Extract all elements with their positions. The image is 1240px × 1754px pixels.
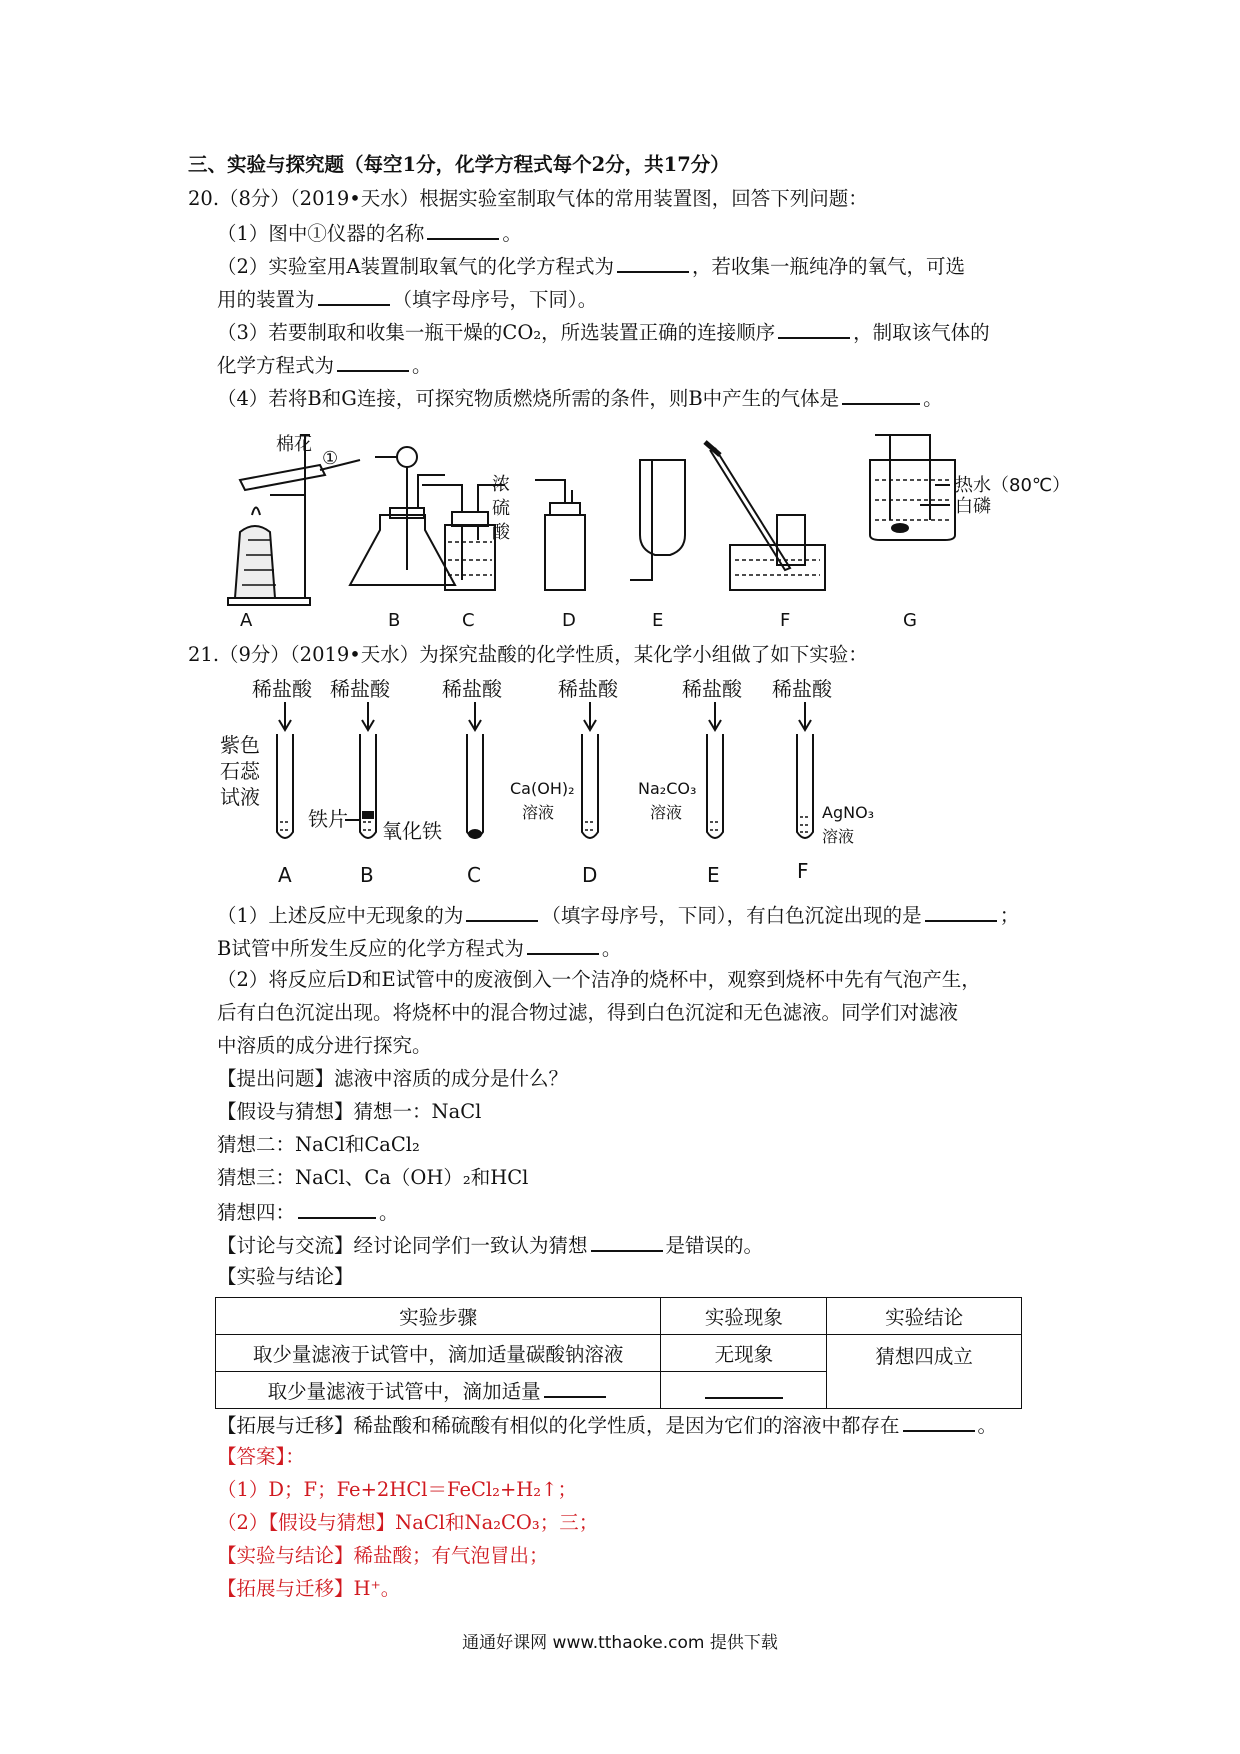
agno3-solution-label: 溶液 bbox=[822, 827, 855, 846]
q21-guess2: 猜想二：NaCl和CaCl₂ bbox=[217, 1133, 420, 1156]
table-header: 实验结论 bbox=[827, 1298, 1022, 1335]
q20-part2: （2）实验室用A装置制取氧气的化学方程式为 ，若收集一瓶纯净的氧气，可选 bbox=[217, 251, 965, 281]
q20-part3: （3）若要制取和收集一瓶干燥的CO₂，所选装置正确的连接顺序 ，制取该气体的 bbox=[217, 317, 990, 347]
table-cell: 无现象 bbox=[661, 1335, 827, 1372]
agno3-label: AgNO₃ bbox=[822, 803, 875, 822]
na2co3-label: Na₂CO₃ bbox=[638, 779, 697, 798]
q21-discuss: 【讨论与交流】经讨论同学们一致认为猜想 是错误的。 bbox=[217, 1230, 763, 1260]
q21-extend: 【拓展与迁移】稀盐酸和稀硫酸有相似的化学性质，是因为它们的溶液中都存在 。 bbox=[217, 1410, 997, 1440]
answer-title: 【答案】： bbox=[217, 1445, 305, 1468]
label-B: B bbox=[388, 610, 401, 630]
acid-label-D: 稀盐酸 bbox=[558, 677, 618, 701]
answer-blank[interactable] bbox=[925, 900, 997, 922]
tube-label-F: F bbox=[797, 859, 809, 883]
q21-guess1: 【假设与猜想】猜想一：NaCl bbox=[217, 1100, 482, 1123]
table-header: 实验现象 bbox=[661, 1298, 827, 1335]
answer-blank[interactable] bbox=[842, 383, 920, 405]
label-E: E bbox=[652, 610, 664, 630]
label-C: C bbox=[462, 610, 475, 630]
table-cell bbox=[661, 1372, 827, 1409]
acid-label-C: 稀盐酸 bbox=[442, 677, 502, 701]
q21-part1: （1）上述反应中无现象的为 （填字母序号，下同），有白色沉淀出现的是 ； bbox=[217, 900, 1019, 930]
answer-blank[interactable] bbox=[298, 1197, 376, 1219]
experiment-table bbox=[215, 1297, 1022, 1409]
answer-line-2: （2）【假设与猜想】NaCl和Na₂CO₃；三； bbox=[217, 1511, 599, 1534]
tube-label-A: A bbox=[278, 863, 292, 887]
caoh2-solution-label: 溶液 bbox=[522, 803, 555, 822]
label-A: A bbox=[240, 610, 253, 630]
page-footer: 通通好课网 www.tthaoke.com 提供下载 bbox=[462, 1633, 778, 1653]
table-cell: 猜想四成立 bbox=[827, 1335, 1022, 1409]
answer-blank[interactable] bbox=[527, 933, 599, 955]
q20-part4: （4）若将B和G连接，可探究物质燃烧所需的条件，则B中产生的气体是 。 bbox=[217, 383, 943, 413]
litmus-label-2: 石蕊 bbox=[220, 759, 260, 783]
acid-label-E: 稀盐酸 bbox=[682, 677, 742, 701]
answer-blank[interactable] bbox=[591, 1230, 663, 1252]
test-tubes-figure bbox=[210, 672, 950, 892]
apparatus-figure bbox=[200, 420, 1190, 630]
cotton-label: 棉花 bbox=[276, 434, 312, 455]
table-cell: 取少量滤液于试管中，滴加适量碳酸钠溶液 bbox=[216, 1335, 661, 1372]
answer-blank[interactable] bbox=[318, 284, 390, 306]
tube-label-B: B bbox=[360, 863, 374, 887]
acid-label-B: 稀盐酸 bbox=[330, 677, 390, 701]
answer-blank[interactable] bbox=[617, 251, 689, 273]
answer-line-1: （1）D；F；Fe+2HCl＝FeCl₂+H₂↑； bbox=[217, 1478, 577, 1501]
q21-guess3: 猜想三：NaCl、Ca（OH）₂和HCl bbox=[217, 1166, 529, 1189]
table-cell: 取少量滤液于试管中，滴加适量 bbox=[216, 1372, 661, 1409]
section-title: 三、实验与探究题（每空1分，化学方程式每个2分，共17分） bbox=[188, 153, 730, 176]
answer-line-4: 【拓展与迁移】H⁺。 bbox=[217, 1577, 401, 1600]
q21-part2-line1: （2）将反应后D和E试管中的废液倒入一个洁净的烧杯中，观察到烧杯中先有气泡产生， bbox=[217, 968, 981, 991]
q21-question: 【提出问题】滤液中溶质的成分是什么？ bbox=[217, 1067, 569, 1090]
phosphorus-label: 白磷 bbox=[955, 496, 991, 517]
answer-blank[interactable] bbox=[466, 900, 538, 922]
acid-label-3: 酸 bbox=[492, 522, 510, 543]
answer-blank[interactable] bbox=[427, 218, 499, 240]
q21-guess4: 猜想四： 。 bbox=[217, 1197, 399, 1227]
caoh2-label: Ca(OH)₂ bbox=[510, 779, 575, 798]
q20-part1: （1）图中①仪器的名称 。 bbox=[217, 218, 522, 248]
tube-label-C: C bbox=[467, 863, 481, 887]
answer-line-3: 【实验与结论】稀盐酸；有气泡冒出； bbox=[217, 1544, 549, 1567]
acid-label-A: 稀盐酸 bbox=[252, 677, 312, 701]
instrument-marker: ① bbox=[322, 448, 339, 469]
acid-label-1: 浓 bbox=[492, 474, 510, 495]
litmus-label-3: 试液 bbox=[220, 785, 260, 809]
answer-blank[interactable] bbox=[705, 1377, 783, 1399]
tube-label-D: D bbox=[582, 863, 598, 887]
q21-stem: 21.（9分）（2019•天水）为探究盐酸的化学性质，某化学小组做了如下实验： bbox=[188, 643, 868, 666]
na2co3-solution-label: 溶液 bbox=[650, 803, 683, 822]
q21-part2-line3: 中溶质的成分进行探究。 bbox=[217, 1034, 432, 1057]
acid-label-2: 硫 bbox=[492, 498, 510, 519]
label-D: D bbox=[562, 610, 576, 630]
label-F: F bbox=[780, 610, 791, 630]
q21-part1-cont: B试管中所发生反应的化学方程式为 。 bbox=[217, 933, 621, 963]
table-header: 实验步骤 bbox=[216, 1298, 661, 1335]
q20-part2-cont: 用的装置为 （填字母序号，下同）。 bbox=[217, 284, 597, 314]
q20-stem: 20.（8分）（2019•天水）根据实验室制取气体的常用装置图，回答下列问题： bbox=[188, 187, 868, 210]
answer-blank[interactable] bbox=[903, 1410, 975, 1432]
answer-blank[interactable] bbox=[544, 1376, 606, 1398]
q21-exp-title: 【实验与结论】 bbox=[217, 1265, 354, 1288]
tube-label-E: E bbox=[707, 863, 720, 887]
q21-part2-line2: 后有白色沉淀出现。将烧杯中的混合物过滤，得到白色沉淀和无色滤液。同学们对滤液 bbox=[217, 1001, 959, 1024]
answer-blank[interactable] bbox=[778, 317, 850, 339]
label-G: G bbox=[903, 610, 917, 630]
q20-part3-cont: 化学方程式为 。 bbox=[217, 350, 432, 380]
iron-label: 铁片 bbox=[308, 807, 348, 831]
iron-oxide-label: 氧化铁 bbox=[382, 819, 442, 843]
litmus-label-1: 紫色 bbox=[220, 733, 260, 757]
acid-label-F: 稀盐酸 bbox=[772, 677, 832, 701]
answer-blank[interactable] bbox=[337, 350, 409, 372]
hot-water-label: 热水（80℃） bbox=[955, 475, 1071, 496]
